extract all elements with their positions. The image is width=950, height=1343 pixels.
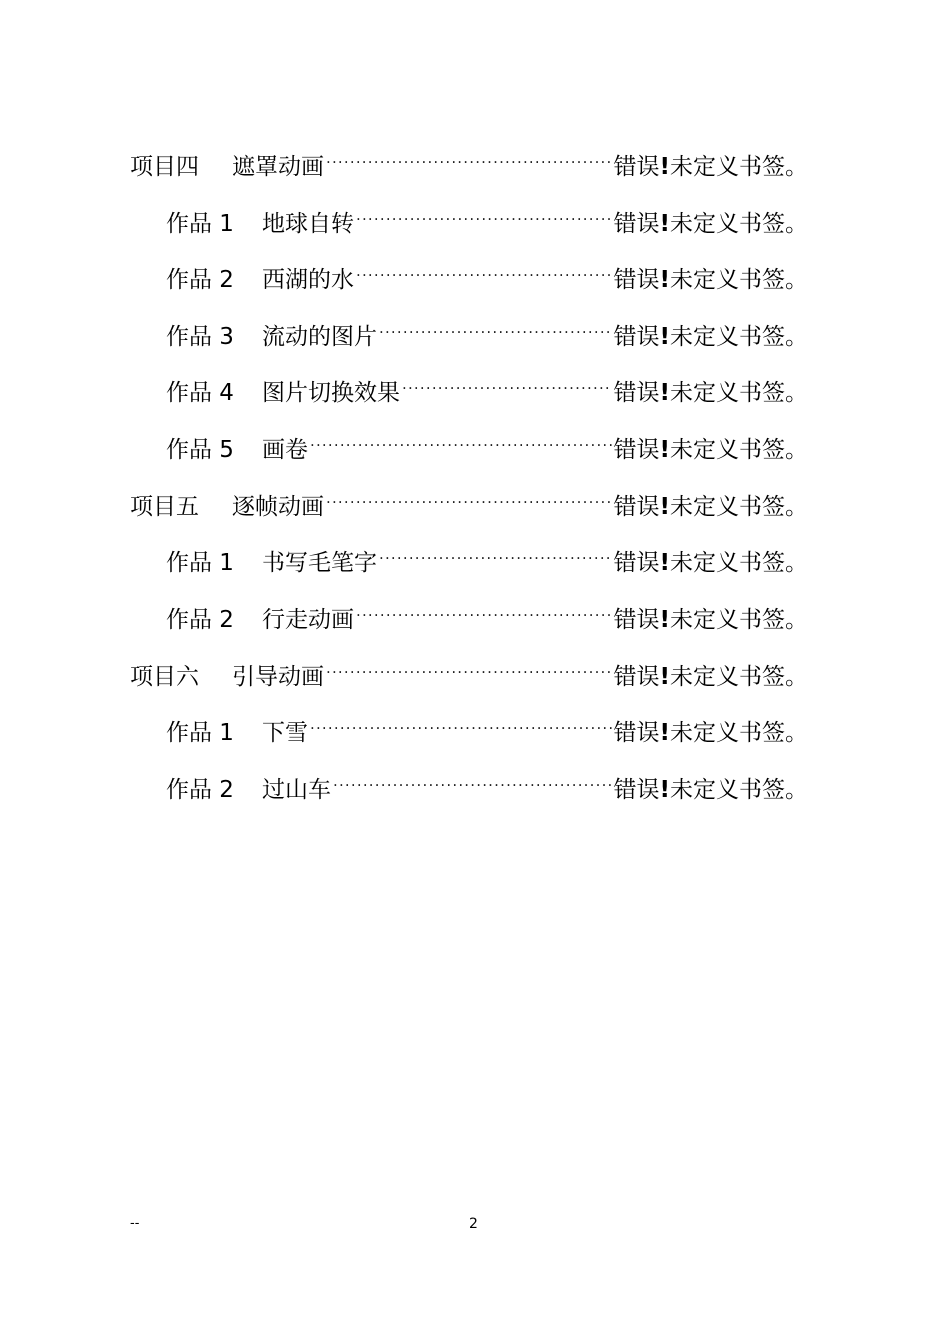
page-ref-bang: ! (659, 550, 670, 576)
page-ref-suffix: 未定义书签。 (670, 267, 808, 293)
toc-dot-leader (310, 700, 612, 740)
toc-entry-title: 书写毛笔字 (262, 550, 377, 576)
toc-entry-number: 作品 5 (166, 437, 234, 463)
page-ref-prefix: 错误 (613, 380, 660, 406)
toc-entry-title: 画卷 (262, 437, 308, 463)
toc-entry-title: 行走动画 (262, 607, 354, 633)
toc-entry-page-ref (614, 657, 809, 697)
page-ref-suffix: 未定义书签。 (670, 154, 808, 180)
page-ref-bang: ! (659, 211, 670, 237)
toc-entry-number: 作品 2 (166, 267, 234, 293)
toc-entry-title: 地球自转 (262, 211, 354, 237)
page-ref-prefix: 错误 (613, 664, 660, 690)
toc-dot-leader (379, 304, 612, 344)
page-ref-suffix: 未定义书签。 (670, 380, 808, 406)
toc-entry[interactable] (166, 700, 808, 746)
toc-dot-leader (310, 417, 612, 457)
toc-entry-page-ref (614, 487, 809, 527)
toc-dot-leader (326, 644, 612, 684)
toc-entry-number: 作品 4 (166, 380, 234, 406)
page-ref-bang: ! (659, 494, 670, 520)
toc-dot-leader (402, 360, 612, 400)
toc-entry[interactable] (130, 474, 808, 520)
page-number: 2 (469, 1216, 478, 1232)
toc-entry-title: 逐帧动画 (232, 494, 324, 520)
toc-entry-page-ref (614, 543, 809, 583)
toc-entry[interactable] (166, 247, 808, 293)
toc-entry-page-ref (614, 430, 809, 470)
toc-entry-page-ref (614, 147, 809, 187)
toc-entry-number: 作品 3 (166, 324, 234, 350)
page-ref-bang: ! (659, 380, 670, 406)
toc-entry[interactable] (166, 757, 808, 803)
toc-entry-title: 流动的图片 (262, 324, 377, 350)
toc-entry[interactable] (166, 587, 808, 633)
toc-entry-number: 项目六 (130, 664, 199, 690)
toc-entry[interactable] (130, 644, 808, 690)
page-ref-prefix: 错误 (613, 720, 660, 746)
page-ref-suffix: 未定义书签。 (670, 777, 808, 803)
page-ref-suffix: 未定义书签。 (670, 437, 808, 463)
toc-entry-page-ref (614, 713, 809, 753)
toc-entry-number: 项目四 (130, 154, 199, 180)
page-ref-prefix: 错误 (613, 437, 660, 463)
toc-entry-page-ref (614, 317, 809, 357)
page-ref-prefix: 错误 (613, 211, 660, 237)
page-ref-prefix: 错误 (613, 154, 660, 180)
page-ref-suffix: 未定义书签。 (670, 324, 808, 350)
page-ref-bang: ! (659, 607, 670, 633)
toc-dot-leader (326, 134, 612, 174)
page-ref-bang: ! (659, 324, 670, 350)
page-ref-bang: ! (659, 777, 670, 803)
toc-dot-leader (356, 587, 612, 627)
page-ref-prefix: 错误 (613, 324, 660, 350)
toc-entry-title: 西湖的水 (262, 267, 354, 293)
toc-dot-leader (333, 757, 612, 797)
page-ref-suffix: 未定义书签。 (670, 494, 808, 520)
toc-entry-page-ref (614, 373, 809, 413)
toc-entry-number: 作品 1 (166, 550, 234, 576)
toc-entry-page-ref (614, 770, 809, 810)
toc-entry[interactable] (130, 134, 808, 180)
toc-entry-page-ref (614, 260, 809, 300)
toc-entry-title: 过山车 (262, 777, 331, 803)
toc-entry-number: 作品 2 (166, 777, 234, 803)
page-ref-suffix: 未定义书签。 (670, 607, 808, 633)
page-ref-prefix: 错误 (613, 494, 660, 520)
toc-dot-leader (356, 247, 612, 287)
page-ref-bang: ! (659, 720, 670, 746)
toc-entry[interactable] (166, 191, 808, 237)
toc-dot-leader (356, 191, 612, 231)
toc-entry-title: 引导动画 (232, 664, 324, 690)
page-ref-suffix: 未定义书签。 (670, 211, 808, 237)
toc-entry-title: 图片切换效果 (262, 380, 400, 406)
toc-dot-leader (326, 474, 612, 514)
toc-entry[interactable] (166, 530, 808, 576)
page-ref-bang: ! (659, 267, 670, 293)
page-ref-suffix: 未定义书签。 (670, 550, 808, 576)
toc-entry[interactable] (166, 360, 808, 406)
page-ref-prefix: 错误 (613, 550, 660, 576)
page-ref-prefix: 错误 (613, 777, 660, 803)
toc-entry-number: 项目五 (130, 494, 199, 520)
toc-entry-number: 作品 1 (166, 211, 234, 237)
page-ref-prefix: 错误 (613, 267, 660, 293)
page-ref-prefix: 错误 (613, 607, 660, 633)
toc-entry[interactable] (166, 417, 808, 463)
toc-dot-leader (379, 530, 612, 570)
page-ref-bang: ! (659, 664, 670, 690)
toc-entry-number: 作品 1 (166, 720, 234, 746)
toc-entry-title: 遮罩动画 (232, 154, 324, 180)
page-ref-suffix: 未定义书签。 (670, 720, 808, 746)
toc-entry[interactable] (166, 304, 808, 350)
toc-entry-page-ref (614, 600, 809, 640)
page-ref-bang: ! (659, 437, 670, 463)
toc-entry-page-ref (614, 204, 809, 244)
footer-mark: -- (130, 1216, 140, 1231)
toc-entry-number: 作品 2 (166, 607, 234, 633)
page-ref-bang: ! (659, 154, 670, 180)
toc-entry-title: 下雪 (262, 720, 308, 746)
page-ref-suffix: 未定义书签。 (670, 664, 808, 690)
